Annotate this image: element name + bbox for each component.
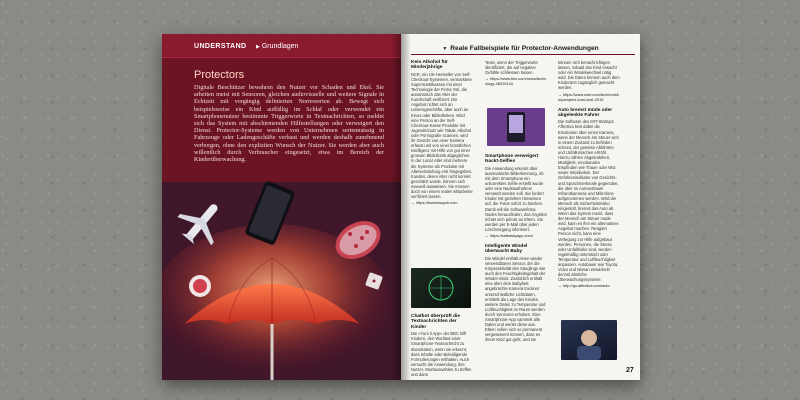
protector-illustration bbox=[162, 34, 401, 380]
article-intro: Digitale Beschützer bewahren den Nutzer vor Schaden und Ekel. Sie arbeiten meist mit Sensoren, gleichen audiovisuelle und weitere Signale in Echtzeit mit vorgängig definierten Normwerten ab. Bewegt sich beispielsweise ein Kind auffällig im Schlaf oder verwendet ein Smartphonenutzer bestimmte Triggerworte in Textnachrichten, so meldet sich das System mit abschirmenden Hilfestellungen oder verweigert den Dienst. Protector-Systeme werden von Unternehmen serienmässig in Fahrzeuge oder Ladengeschäfte verbaut und werden deshalb zunehmend verborgen, ohne den expliziten Wunsch der Nutzer. Sie werden aber auch willentlich durch Verbraucher eingesetzt, etwa im Bereich der Kinderüberwachung. bbox=[194, 84, 384, 164]
case-link[interactable]: → http://go.affectiva.com/auto bbox=[558, 283, 610, 289]
case-body: Die Windel enthält einen wieder verwendbaren Sensor, der die Körperaktivität des Säuglings wie auch den Feuchtigkeitsgehalt der Windel misst. Zusätzlich enthält eine über dem Babybett angebrachte Kamera trocknet unterschiedliche Lichtdaten, ermittelt die Lage des Kindes, weitere Daten zu Temperatur und Luftfeuchtigkeit im Raum werden durch Sensoren erhoben. Eine Smartphone-App sammelt alle Daten und wertet diese aus. Eltern sollen sich so permanent vergewissern können, dass es ihrem Kind gut geht, und sie bbox=[485, 255, 546, 343]
case-link[interactable]: → https://www.bbc.com/news/technology-48319144 bbox=[485, 76, 547, 87]
breadcrumb-label: Grundlagen bbox=[261, 43, 299, 50]
candy-icon bbox=[189, 275, 211, 297]
case-study bbox=[485, 244, 547, 342]
case-body: Die Software des MIT-Startups Affectiva liest dabei die Emotionen über einen Kamera, wenn der Mensch am Steuer sich in einem Zustand zu befinden scheint, der gewisse Abfahrten und Unfallursachen erhöht. Hierzu zählen Abgelenktheit, Müdigkeit, emotionales Empfinden wie Trauer oder Wut sowie Intoxikation. Der Gefahrenindikator von Gesichts- und Sprachmerkmale gegenüber, die über im Autoverbaute Infrarotkameras und Mikrofone aufgenommen werden. Wird der Mensch als Sicherheitsrisiko eingestuft, bremst das Auto ab. Wenn das System meint, dass der Mensch am Steuer müde wird, kann es ihm ein alternatives Angebot machen. Reagiert Person nicht, kann eine Verlegung zur Hilfe aufgebaut werden. Personen, die Stress oder Unfallrisiko sind, werden regelmäßig unterstützt oder Temperatur und Luftfeuchtigkeit anpassen. Autobauer wie Toyota, Volvo und Nissan entwickeln derzeit ähnliche Überwachungssysteme. bbox=[558, 119, 619, 283]
text-column-2-mid bbox=[485, 154, 547, 348]
case-title: Chatbot überprüft die Textnachrichten der Kinder bbox=[411, 314, 461, 330]
case-link[interactable]: → https://www.cnet.com/tech/mobile/pampers-lumi-cnet-2019 bbox=[558, 91, 619, 102]
case-body: NCR, ein US-Hersteller von Self-Checkout-Systemen, vermarktete Supermarktkassen mit einer Technologie der Firma Yoti, die automatisch das Alter der Kundschaft verifiziert. Die Angebot richtet sich an Lebensgeschäfte, aber auch an Kinos oder Bibliotheken. Wird eine Person an der Self-Checkout-Kasse Produkte mit Jugendschutz wie Tabak, Alkohol oder Pornografie scannen, wird ihr Gesicht von einer Kamera erfasst und von einer künstlichen Intelligenz mit Hilfe von gut einer grossen Bilderbank abgeglichen. In der Lunar Alter sind mehrere die Systeme als Produkte mit Alterseinstufung erst freigegeben. Kunden, deren Alter nicht korrekt geschätzt wurde, können sich manuell ausweisen. Sie müssen doch von einem realen Mitarbeiter verifiziert lassen. bbox=[411, 71, 473, 200]
triangle-right-icon: ▶ bbox=[256, 44, 260, 50]
case-title: Intelligente Windel überwacht Baby bbox=[485, 244, 528, 255]
case-body: Die «Yuni Ii App» der BBC hilft Kindern, den Wortlaut einer Smartphone-Textnachricht zu überdenken, wenn sie erkennt, dass Inhalte oder Beleidigende Formulierungen enthalten. Auch versucht die Anwendung, ihre Nutzer, Wortauswahlen zu treffen und dann bbox=[411, 331, 472, 377]
case-study bbox=[411, 314, 473, 377]
app-screenshot-image bbox=[487, 108, 545, 146]
case-title: Smartphone verweigert Nackt-Selfies bbox=[485, 154, 539, 165]
text-column-3 bbox=[558, 60, 620, 294]
case-title: Kein Alkohol für Minderjährige bbox=[411, 60, 448, 71]
driver-camera-image bbox=[561, 320, 617, 360]
magazine-spread bbox=[162, 34, 640, 380]
header-divider bbox=[411, 54, 635, 55]
case-study bbox=[411, 60, 473, 205]
case-link[interactable]: → https://businessyoti.com bbox=[411, 200, 458, 206]
case-study-continued bbox=[558, 60, 620, 102]
case-study bbox=[485, 154, 547, 238]
case-title: Auto bremst müde oder abgelenkte Fahrer bbox=[558, 107, 613, 118]
case-body: können sich benachrichtigen lassen, sobald das Kind erwacht oder ein Windelwechsel nötig wird. Die Daten können auch dem Kinderarzt zugänglich gemacht werden. bbox=[558, 60, 620, 91]
left-page bbox=[162, 34, 401, 380]
page-number: 27 bbox=[626, 367, 634, 374]
section-label: UNDERSTAND bbox=[194, 43, 247, 50]
text-column-1-lower bbox=[411, 314, 473, 380]
right-page-header bbox=[401, 45, 640, 52]
triangle-down-icon: ▼ bbox=[442, 46, 448, 52]
article-title: Protectors bbox=[194, 69, 245, 81]
case-study-continued bbox=[485, 60, 547, 86]
text-column-1 bbox=[411, 60, 473, 211]
case-study bbox=[558, 108, 620, 289]
text-column-2 bbox=[485, 60, 547, 92]
case-link[interactable]: → https://safeaskyapp.com/ bbox=[485, 233, 534, 239]
right-page-header-label: Reale Fallbeispiele für Protector-Anwendungen bbox=[450, 45, 599, 52]
case-body: Die Anwendung erkennt über automatische Bilderkennung, ob mit dem Smartphone ein unkorrektes Selfie erstellt wurde oder eine Nacktaufnahme versandt werden soll. Sie fordert Kinder mit gezielten Hinweisen auf, die Fotos sofort zu löschen. Damit will die Softwarefirma Nudes herausfinden, das Angebot richtet sich primär an Eltern. Sie werden per E-Mail über jeden Löschvorgang informiert. bbox=[485, 165, 547, 232]
right-page bbox=[401, 34, 640, 380]
case-body: Texte, wenn der Triggerworte identifiziert, die auf negative Gefühle schliessen lassen. bbox=[485, 60, 538, 76]
biometric-scan-image bbox=[411, 268, 471, 308]
